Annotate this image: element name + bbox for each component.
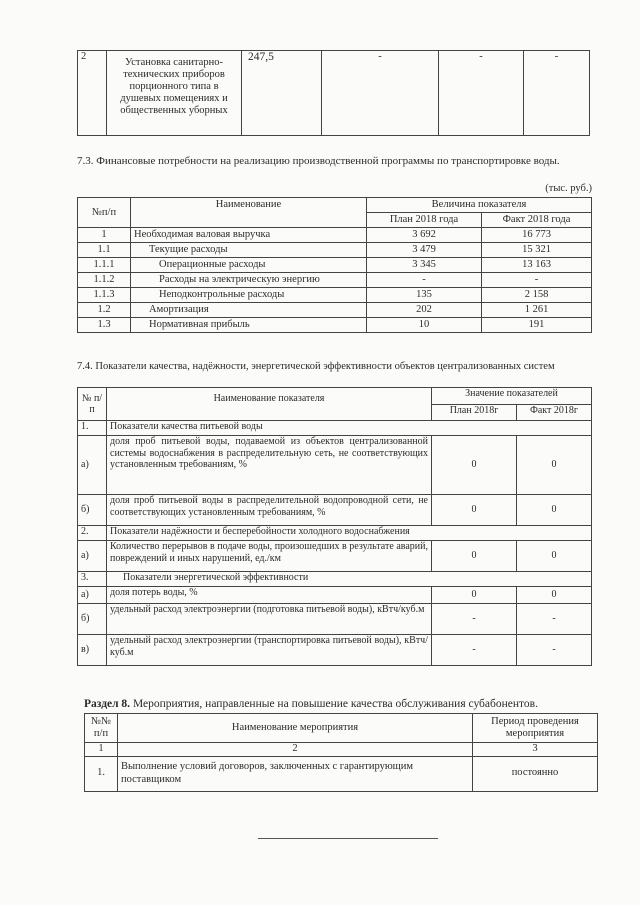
measures-table — [84, 713, 598, 792]
row-fact: 191 — [482, 318, 592, 333]
row-num: 1.3 — [78, 318, 131, 333]
row-fact: - — [517, 635, 592, 666]
table-row — [78, 303, 592, 318]
row-plan: 0 — [432, 541, 517, 572]
table-row — [78, 273, 592, 288]
header-num: № п/п — [78, 388, 107, 421]
row-c5: - — [439, 51, 524, 136]
header-name: Наименование мероприятия — [118, 714, 473, 743]
table-row — [78, 495, 592, 526]
row-plan: - — [432, 635, 517, 666]
index-c1: 1 — [85, 743, 118, 757]
row-name: Показатели качества питьевой воды — [107, 421, 592, 436]
section-7-3-heading — [77, 155, 592, 168]
row-period: постоянно — [473, 756, 598, 791]
row-name: доля проб питьевой воды, подаваемой из объектов централизованной системы водоснабжения в распределительную сеть, не соответствующих установленным требованиям, % — [107, 436, 432, 495]
row-num: б) — [78, 604, 107, 635]
table-row — [78, 436, 592, 495]
row-fact: 0 — [517, 495, 592, 526]
index-c3: 3 — [473, 743, 598, 757]
row-name: Расходы на электрическую энергию — [131, 273, 367, 288]
finance-table — [77, 197, 592, 333]
row-c4: - — [322, 51, 439, 136]
row-plan: 3 692 — [367, 228, 482, 243]
row-num: а) — [78, 436, 107, 495]
row-fact: 1 261 — [482, 303, 592, 318]
table-row — [78, 635, 592, 666]
row-name: Неподконтрольные расходы — [131, 288, 367, 303]
row-num: 1.1.2 — [78, 273, 131, 288]
row-fact: 0 — [517, 541, 592, 572]
unit-label: (тыс. руб.) — [545, 183, 592, 194]
row-name: Количество перерывов в подаче воды, произошедших в результате аварий, повреждений и иных нарушений, ед./км — [107, 541, 432, 572]
header-fact: Факт 2018г — [517, 404, 592, 421]
header-name: Наименование показателя — [107, 388, 432, 421]
row-num: а) — [78, 587, 107, 604]
table-row — [78, 526, 592, 541]
table-row — [78, 587, 592, 604]
row-num: 1.1.3 — [78, 288, 131, 303]
indicators-table — [77, 387, 592, 666]
row-num: б) — [78, 495, 107, 526]
header-name: Наименование — [131, 198, 367, 228]
row-num: а) — [78, 541, 107, 572]
row-plan: 202 — [367, 303, 482, 318]
row-plan: 0 — [432, 436, 517, 495]
row-name: Текущие расходы — [131, 243, 367, 258]
header-num: №п/п — [78, 198, 131, 228]
row-plan: 3 479 — [367, 243, 482, 258]
row-plan: 10 — [367, 318, 482, 333]
row-plan: 0 — [432, 587, 517, 604]
heading-num: 7.3. — [77, 155, 94, 167]
row-fact: - — [482, 273, 592, 288]
row-name: Показатели надёжности и бесперебойности холодного водоснабжения — [107, 526, 592, 541]
table-row — [78, 288, 592, 303]
row-name: Выполнение условий договоров, заключенных с гарантирующим поставщиком — [118, 756, 473, 791]
row-plan: 3 345 — [367, 258, 482, 273]
header-group: Значение показателей — [432, 388, 592, 405]
section-8-heading — [84, 697, 604, 711]
row-name: удельный расход электроэнергии (подготовка питьевой воды), кВтч/куб.м — [107, 604, 432, 635]
row-name: доля проб питьевой воды в распределительной водопроводной сети, не соответствующих установленным требованиям, % — [107, 495, 432, 526]
heading-text: Финансовые потребности на реализацию производственной программы по транспортировке воды. — [96, 155, 560, 167]
top-table — [77, 50, 590, 136]
row-plan: 135 — [367, 288, 482, 303]
table-row — [78, 51, 590, 136]
header-row — [85, 714, 598, 743]
header-num: №№ п/п — [85, 714, 118, 743]
header-fact: Факт 2018 года — [482, 213, 592, 228]
row-name: Установка санитарно-технических приборов порционного типа в душевых помещениях и общественных уборных — [107, 51, 242, 136]
row-name: Показатели энергетической эффективности — [107, 572, 592, 587]
row-name: Операционные расходы — [131, 258, 367, 273]
header-row — [78, 198, 592, 213]
header-group: Величина показателя — [367, 198, 592, 213]
table-row — [85, 756, 598, 791]
row-num: 1.1.1 — [78, 258, 131, 273]
footer-divider — [258, 838, 438, 839]
row-fact: 0 — [517, 436, 592, 495]
row-plan: 0 — [432, 495, 517, 526]
row-plan: - — [367, 273, 482, 288]
row-num: 3. — [78, 572, 107, 587]
row-num: 1.1 — [78, 243, 131, 258]
heading-text: Мероприятия, направленные на повышение качества обслуживания субабонентов. — [130, 698, 538, 710]
table-row — [78, 604, 592, 635]
row-num: 1. — [85, 756, 118, 791]
header-period: Период проведения мероприятия — [473, 714, 598, 743]
row-num: 1 — [78, 228, 131, 243]
header-row — [78, 388, 592, 405]
row-num: 2. — [78, 526, 107, 541]
table-row — [78, 243, 592, 258]
row-value: 247,5 — [242, 51, 322, 136]
row-c6: - — [524, 51, 590, 136]
row-name: Необходимая валовая выручка — [131, 228, 367, 243]
table-row — [78, 421, 592, 436]
row-name: удельный расход электроэнергии (транспортировка питьевой воды), кВтч/куб.м — [107, 635, 432, 666]
row-num: 1.2 — [78, 303, 131, 318]
heading-bold: Раздел 8. — [84, 698, 131, 710]
row-name: Нормативная прибыль — [131, 318, 367, 333]
header-plan: План 2018 года — [367, 213, 482, 228]
table-row — [78, 318, 592, 333]
header-plan: План 2018г — [432, 404, 517, 421]
row-num: 2 — [78, 51, 107, 136]
row-fact: 15 321 — [482, 243, 592, 258]
table-row — [78, 258, 592, 273]
row-plan: - — [432, 604, 517, 635]
table-row — [78, 572, 592, 587]
row-fact: - — [517, 604, 592, 635]
row-fact: 16 773 — [482, 228, 592, 243]
row-fact: 13 163 — [482, 258, 592, 273]
row-num: 1. — [78, 421, 107, 436]
section-7-4-heading: 7.4. Показатели качества, надёжности, энергетической эффективности объектов централизованных систем — [77, 361, 555, 372]
row-fact: 2 158 — [482, 288, 592, 303]
row-name: Амортизация — [131, 303, 367, 318]
index-c2: 2 — [118, 743, 473, 757]
table-row — [78, 228, 592, 243]
row-fact: 0 — [517, 587, 592, 604]
row-num: в) — [78, 635, 107, 666]
row-name: доля потерь воды, % — [107, 587, 432, 604]
table-row — [78, 541, 592, 572]
index-row — [85, 743, 598, 757]
